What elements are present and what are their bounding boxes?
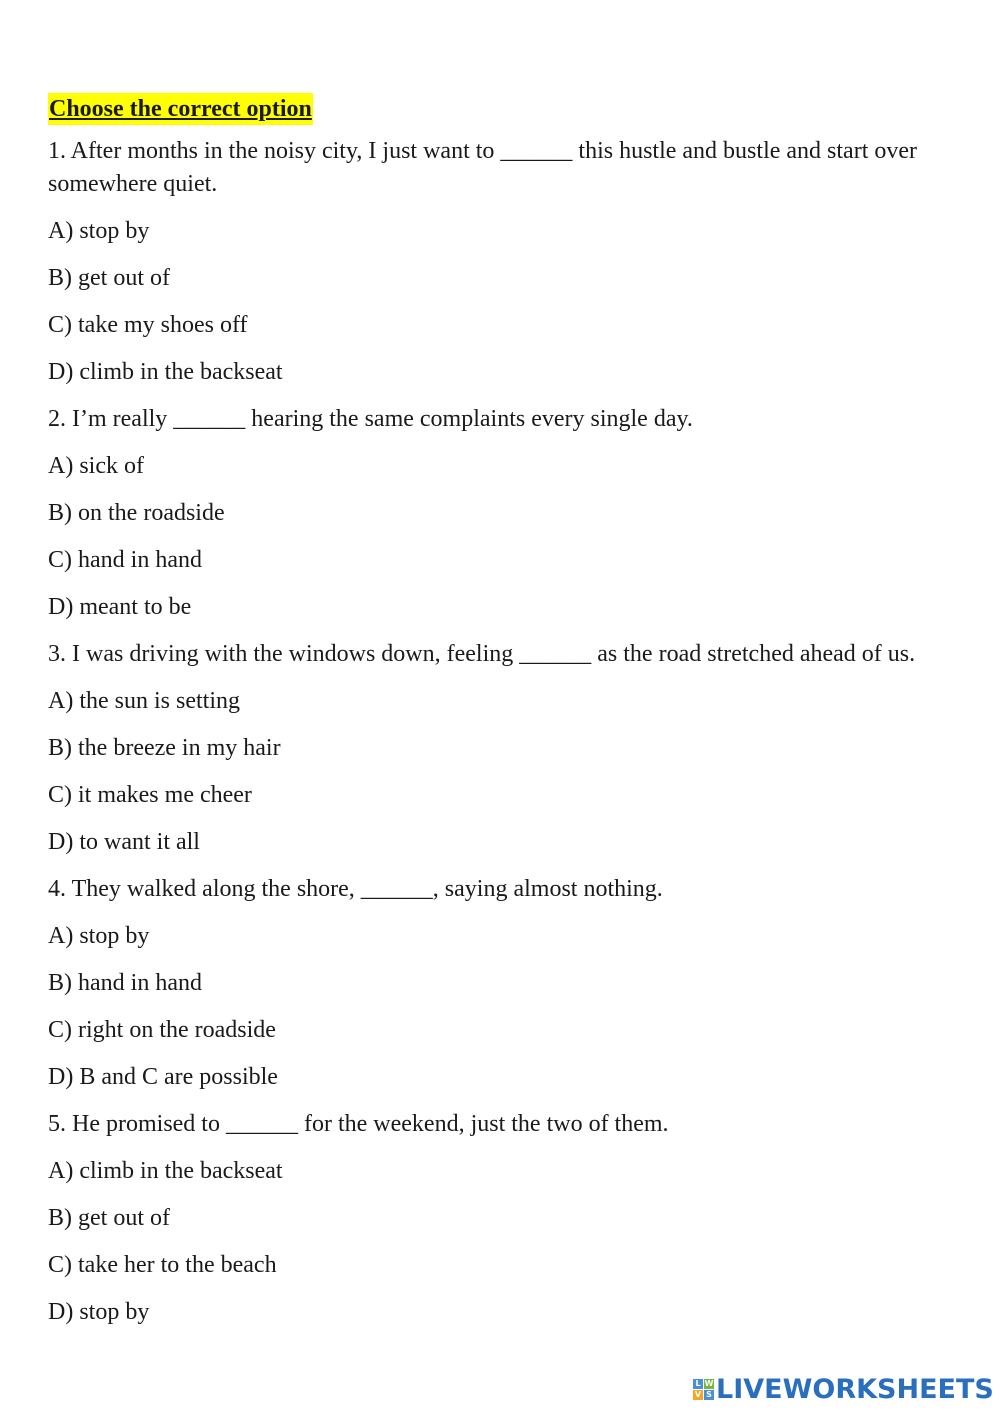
logo-mark-letter: W xyxy=(704,1378,714,1388)
option-d[interactable]: D) stop by xyxy=(48,1299,150,1325)
logo-mark-letter: V xyxy=(694,1389,702,1399)
option-a[interactable]: A) stop by xyxy=(48,218,150,244)
question-text: 3. I was driving with the windows down, feeling ______ as the road stretched ahead of us. xyxy=(48,641,916,667)
logo-mark-letter: S xyxy=(704,1390,714,1400)
option-d[interactable]: D) meant to be xyxy=(48,594,192,620)
liveworksheets-logo xyxy=(693,1374,994,1404)
logo-mark-letter: L xyxy=(693,1379,703,1389)
option-b[interactable]: B) on the roadside xyxy=(48,500,225,526)
option-d[interactable]: D) to want it all xyxy=(48,829,200,855)
logo-text: LIVEWORKSHEETS xyxy=(716,1373,994,1405)
option-b[interactable]: B) the breeze in my hair xyxy=(48,735,281,761)
question-text: 4. They walked along the shore, ______, saying almost nothing. xyxy=(48,876,663,902)
worksheet xyxy=(48,93,963,1343)
option-c[interactable]: C) it makes me cheer xyxy=(48,782,252,808)
option-b[interactable]: B) get out of xyxy=(48,1205,170,1231)
question-text: 5. He promised to ______ for the weekend, just the two of them. xyxy=(48,1111,669,1137)
option-d[interactable]: D) B and C are possible xyxy=(48,1064,278,1090)
option-c[interactable]: C) right on the roadside xyxy=(48,1017,276,1043)
question-text: 2. I’m really ______ hearing the same complaints every single day. xyxy=(48,406,693,432)
question-text: 1. After months in the noisy city, I just want to ______ this hustle and bustle and start over somewhere quiet. xyxy=(48,138,918,197)
worksheet-heading: Choose the correct option xyxy=(48,93,313,125)
option-b[interactable]: B) get out of xyxy=(48,265,170,291)
question-block-1 xyxy=(48,135,963,389)
question-block-3 xyxy=(48,638,963,859)
liveworksheets-logo-icon xyxy=(693,1379,714,1400)
option-a[interactable]: A) sick of xyxy=(48,453,144,479)
option-c[interactable]: C) take my shoes off xyxy=(48,312,248,338)
question-block-2 xyxy=(48,403,963,624)
question-block-4 xyxy=(48,873,963,1094)
option-c[interactable]: C) hand in hand xyxy=(48,547,202,573)
option-a[interactable]: A) stop by xyxy=(48,923,150,949)
option-a[interactable]: A) the sun is setting xyxy=(48,688,240,714)
question-block-5 xyxy=(48,1108,963,1329)
option-d[interactable]: D) climb in the backseat xyxy=(48,359,283,385)
option-c[interactable]: C) take her to the beach xyxy=(48,1252,277,1278)
option-b[interactable]: B) hand in hand xyxy=(48,970,202,996)
option-a[interactable]: A) climb in the backseat xyxy=(48,1158,283,1184)
